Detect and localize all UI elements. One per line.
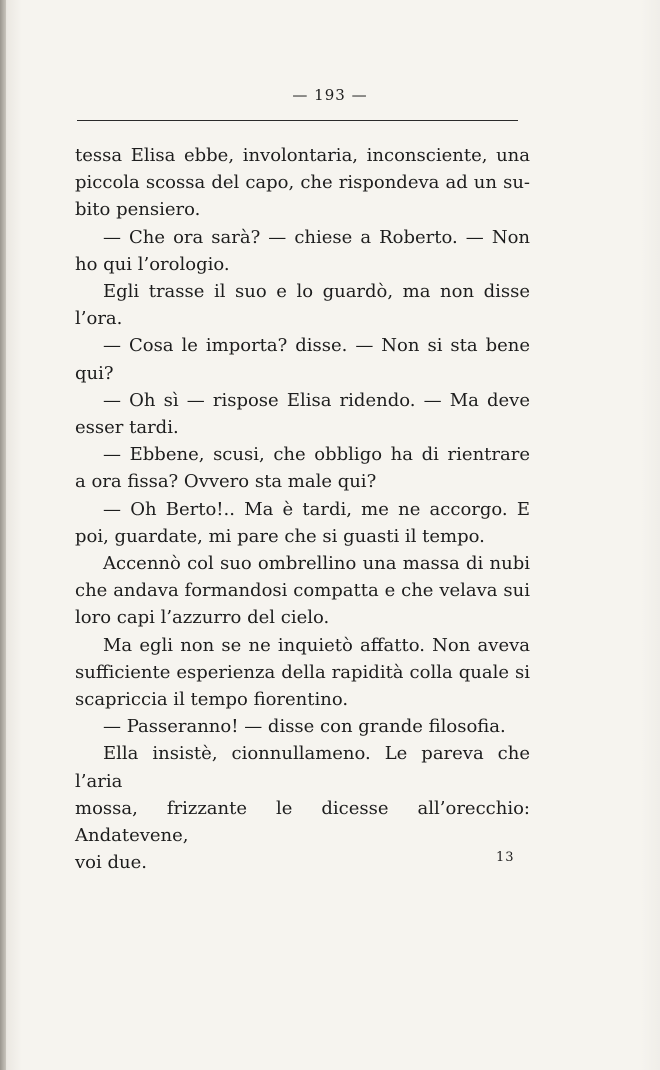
- text-line: — Cosa le importa? disse. — Non si sta bene: [103, 335, 530, 357]
- text-line: qui?: [75, 362, 114, 384]
- header-rule: [77, 120, 518, 121]
- text-line: piccola scossa del capo, che rispondeva ad un su-: [75, 172, 530, 194]
- text-line: bito pensiero.: [75, 199, 201, 221]
- text-line: Ella insistè, cionnullameno. Le pareva che l’aria: [75, 743, 530, 792]
- text-line: — Che ora sarà? — chiese a Roberto. — Non: [103, 226, 530, 248]
- text-line: sufficiente esperienza della rapidità colla quale si: [75, 661, 530, 683]
- page-number: — 193 —: [292, 86, 368, 104]
- text-line: Accennò col suo ombrellino una massa di nubi: [103, 553, 530, 575]
- text-line: a ora fissa? Ovvero sta male qui?: [75, 471, 377, 493]
- text-line: esser tardi.: [75, 417, 179, 439]
- text-line: — Ebbene, scusi, che obbligo ha di rientrare: [103, 444, 530, 466]
- text-line: che andava formandosi compatta e che velava sui: [75, 580, 530, 602]
- page-spine-shadow: [0, 0, 6, 1070]
- text-line: loro capi l’azzurro del cielo.: [75, 607, 330, 629]
- text-line: l’ora.: [75, 308, 123, 330]
- signature-mark: 13: [496, 850, 515, 865]
- text-line: Egli trasse il suo e lo guardò, ma non disse: [103, 281, 530, 303]
- text-line: voi due.: [75, 852, 147, 874]
- text-line: poi, guardate, mi pare che si guasti il tempo.: [75, 525, 485, 547]
- text-line: — Passeranno! — disse con grande filosofia.: [103, 716, 506, 738]
- text-line: — Oh sì — rispose Elisa ridendo. — Ma deve: [103, 389, 530, 411]
- text-line: mossa, frizzante le dicesse all’orecchio: Andatevene,: [75, 797, 530, 847]
- body-text: [75, 142, 530, 876]
- text-line: Ma egli non se ne inquietò affatto. Non aveva: [103, 634, 530, 656]
- text-line: scapriccia il tempo fiorentino.: [75, 689, 349, 711]
- text-line: ho qui l’orologio.: [75, 253, 230, 275]
- text-line: — Oh Berto!.. Ma è tardi, me ne accorgo. E: [103, 498, 530, 520]
- text-line: tessa Elisa ebbe, involontaria, inconsciente, una: [75, 145, 530, 166]
